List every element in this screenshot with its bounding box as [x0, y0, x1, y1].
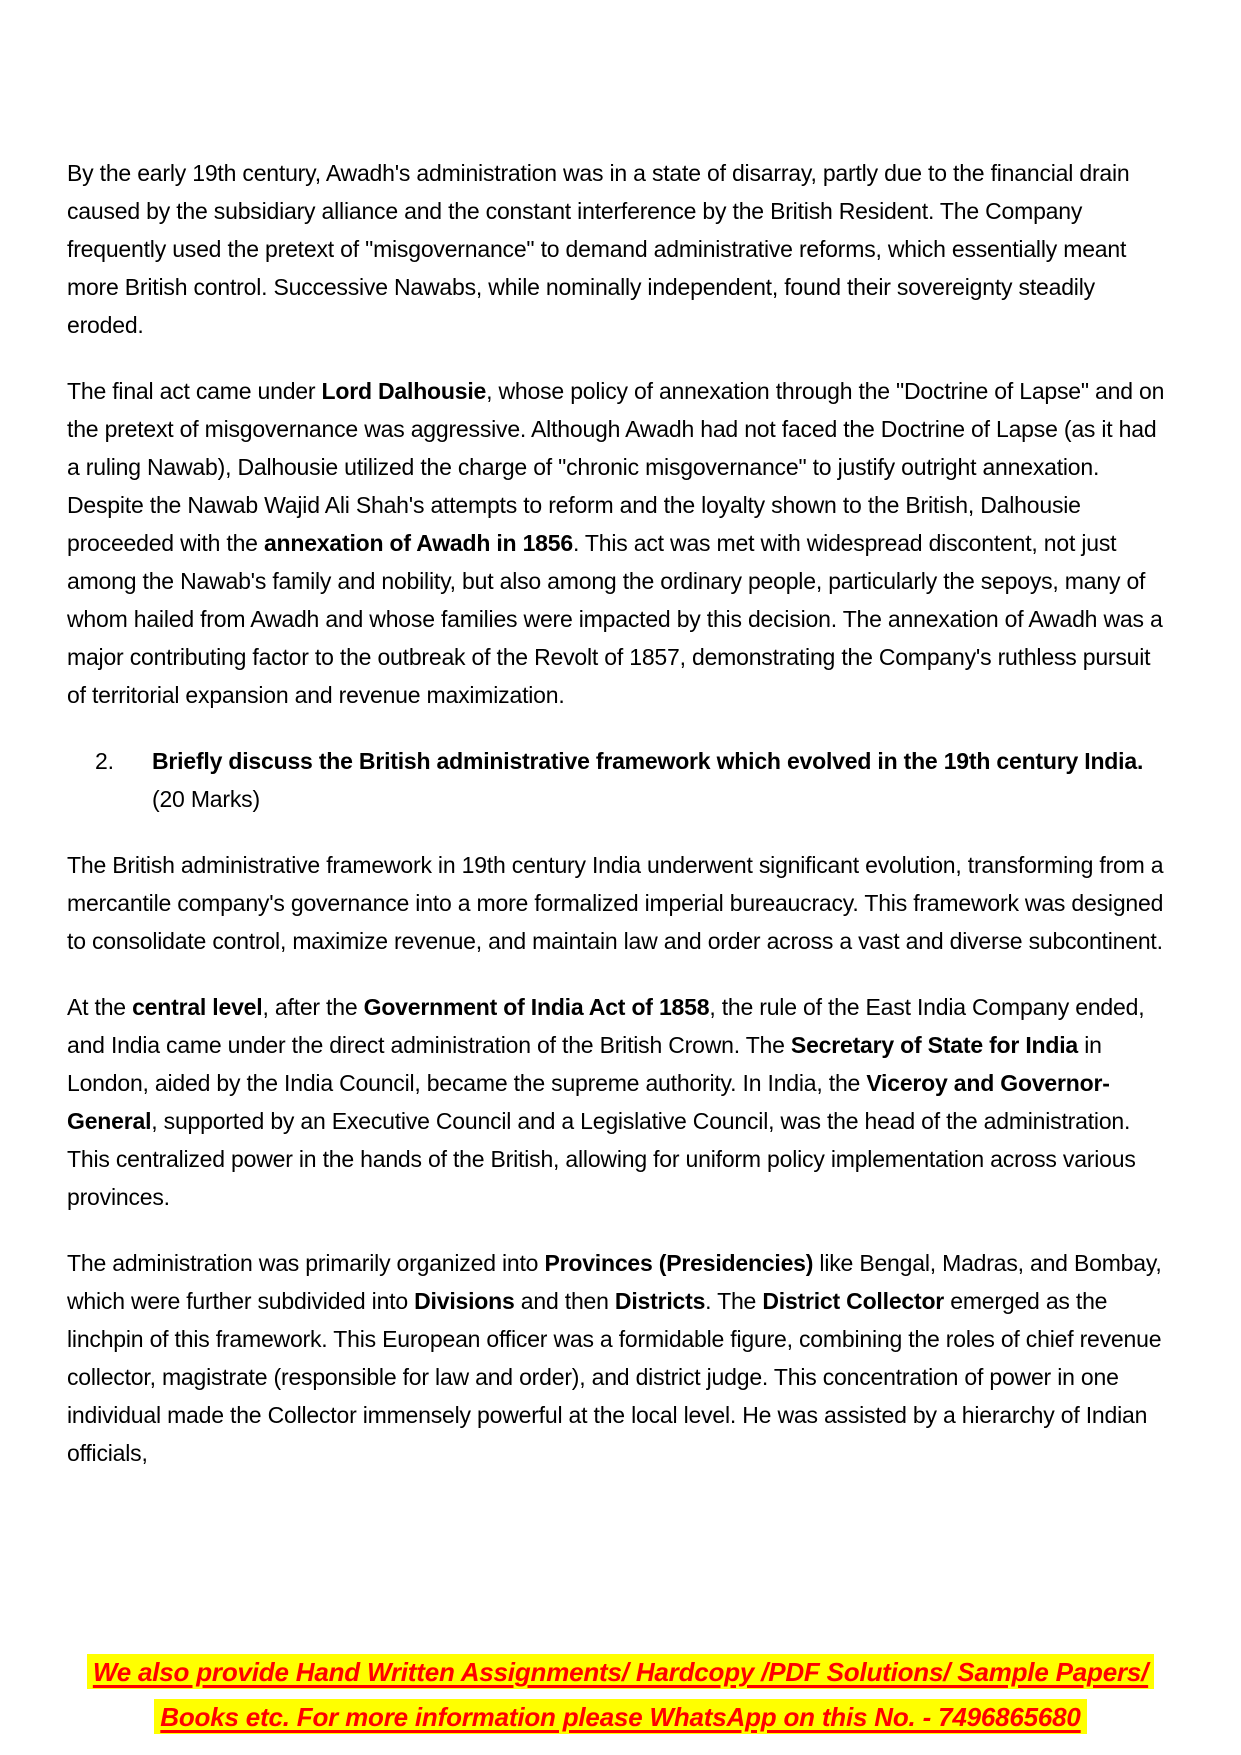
highlighted-promo-text: We also provide Hand Written Assignments/ Hardcopy /PDF Solutions/ Sample Papers/ [87, 1654, 1154, 1689]
text-run: emerged as the linchpin of this framework. This European officer was a formidable figure, combining the roles of chief revenue collector, magistrate (responsible for law and order), and district judge. This concentration of power in one individual made the Collector immensely powerful at the local level. He was assisted by a hierarchy of Indian officials, [67, 1288, 1162, 1466]
paragraph-central-level [67, 988, 1172, 1216]
bold-text-run: annexation of Awadh in 1856 [263, 530, 573, 556]
paragraph-provinces-districts [67, 1244, 1172, 1472]
text-run: in London, aided by the India Council, became the supreme authority. In India, the [67, 1032, 1102, 1096]
text-run: , after the [262, 994, 364, 1020]
text-run: . This act was met with widespread discontent, not just among the Nawab's family and nobility, but also among the ordinary people, particularly the sepoys, many of whom hailed from Awadh and whose families were impacted by this decision. The annexation of Awadh was a major contributing factor to the outbreak of the Revolt of 1857, demonstrating the Company's ruthless pursuit of territorial expansion and revenue maximization. [67, 530, 1163, 708]
text-run: At the [67, 994, 133, 1020]
footer-line [40, 1650, 1201, 1695]
text-run: By the early 19th century, Awadh's administration was in a state of disarray, partly due to the financial drain caused by the subsidiary alliance and the constant interference by the British Resident. The Company frequently used the pretext of "misgovernance" to demand administrative reforms, which essentially meant more British control. Successive Nawabs, while nominally independent, found their sovereignty steadily eroded. [67, 160, 1130, 338]
bold-text-run: Viceroy and Governor-General [67, 1070, 1110, 1134]
highlighted-whatsapp-text: Books etc. For more information please WhatsApp on this No. - 7496865680 [154, 1699, 1086, 1734]
bold-text-run: Districts [614, 1288, 706, 1314]
text-run: The administration was primarily organized into [67, 1250, 545, 1276]
numbered-question [67, 742, 1172, 818]
promo-footer [40, 1650, 1201, 1740]
document-body [67, 154, 1172, 1500]
question-number: 2. [95, 748, 114, 774]
paragraph-framework-evolution [67, 846, 1172, 960]
text-run: The British administrative framework in 19th century India underwent significant evolution, transforming from a mercantile company's governance into a more formalized imperial bureaucracy. This framework was designed to consolidate control, maximize revenue, and maintain law and order across a vast and diverse subcontinent. [67, 852, 1164, 954]
paragraph-dalhousie-annexation [67, 372, 1172, 714]
bold-text-run: Briefly discuss the British administrative framework which evolved in the 19th century India. [152, 748, 1144, 774]
text-run: (20 Marks) [152, 786, 260, 812]
bold-text-run: Government of India Act of 1858 [363, 994, 710, 1020]
bold-text-run: District Collector [762, 1288, 945, 1314]
text-run: . The [705, 1288, 763, 1314]
text-run: and then [514, 1288, 615, 1314]
footer-line [40, 1695, 1201, 1740]
text-run: , supported by an Executive Council and a Legislative Council, was the head of the administration. This centralized power in the hands of the British, allowing for uniform policy implementation across various provinces. [67, 1108, 1136, 1210]
bold-text-run: Provinces (Presidencies) [544, 1250, 814, 1276]
bold-text-run: Divisions [414, 1288, 515, 1314]
bold-text-run: Lord Dalhousie [321, 378, 487, 404]
paragraph-awadh-administration [67, 154, 1172, 344]
question-text [152, 742, 1172, 818]
bold-text-run: Secretary of State for India [790, 1032, 1079, 1058]
text-run: The final act came under [67, 378, 322, 404]
text-run: , the rule of the East India Company ended, and India came under the direct administration of the British Crown. The [67, 994, 1145, 1058]
text-run: like Bengal, Madras, and Bombay, which were further subdivided into [67, 1250, 1162, 1314]
bold-text-run: central level [132, 994, 263, 1020]
text-run: , whose policy of annexation through the "Doctrine of Lapse" and on the pretext of misgovernance was aggressive. Although Awadh had not faced the Doctrine of Lapse (as it had a ruling Nawab), Dalhousie utilized the charge of "chronic misgovernance" to justify outright annexation. Despite the Nawab Wajid Ali Shah's attempts to reform and the loyalty shown to the British, Dalhousie proceeded with the [67, 378, 1165, 556]
